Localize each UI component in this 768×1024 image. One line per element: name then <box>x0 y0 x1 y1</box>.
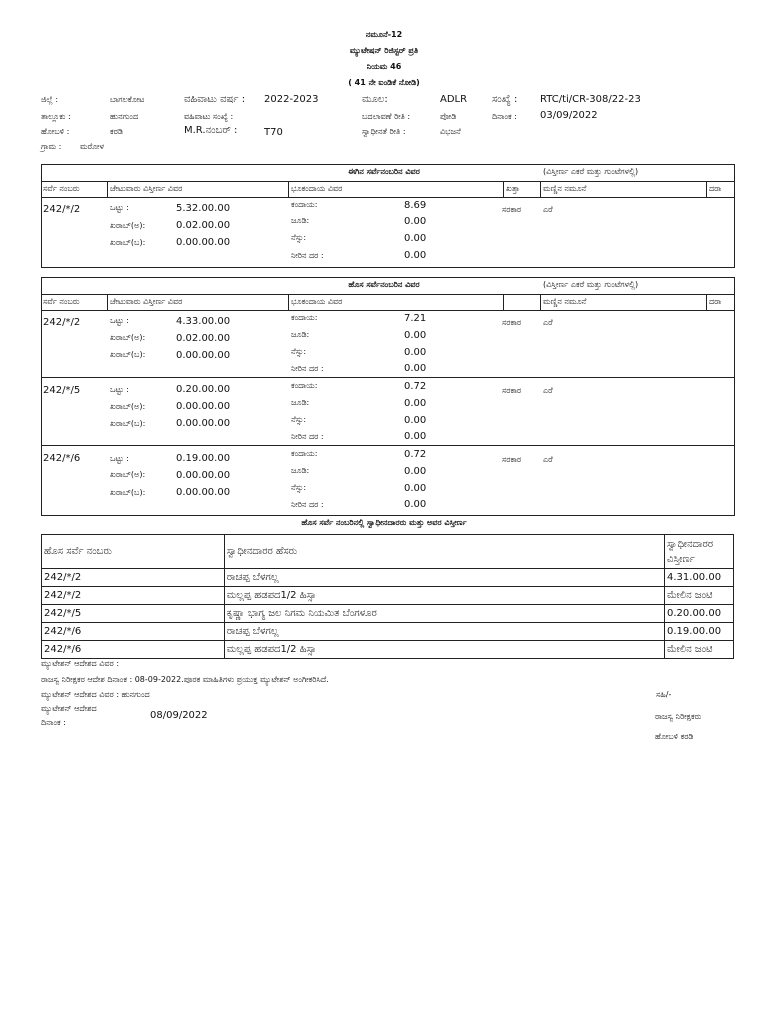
water-rate-value: 0.00 <box>404 363 427 374</box>
total-area-label: ಒಟ್ಟು : <box>110 385 129 394</box>
water-rate-label: ನೀರಿನ ದರ : <box>291 432 324 441</box>
current-col-area: ಜೇಟುವಾರು ವಿಸ್ತೀರ್ಣ ವಿವರ <box>110 184 183 193</box>
owner-area: 0.20.00.00 <box>665 605 734 623</box>
order-place-line: ಮ್ಯುಟೇಶನ್ ಆದೇಶದ ವಿವರ : ಹುನಗುಂದ <box>41 690 150 699</box>
total-area-value: 5.32.00.00 <box>176 203 231 214</box>
owner-survey: 242/*/6 <box>42 641 225 659</box>
module-value: ADLR <box>440 94 468 105</box>
inspector-order-line: ರಾಜಸ್ವ ನಿರೀಕ್ಷಕರ ಆದೇಶ ದಿನಾಂಕ : 08-09-2022.ಪೂರಕ ಮಾಹಿತಿಗಳು ಪ್ರಯುಕ್ತ ಮ್ಯುಟೇಶನ್ ಅಂಗೀಕರಿಸಿದೆ. <box>41 675 329 684</box>
water-rate-value: 0.00 <box>404 499 427 510</box>
mr-number-label: M.R.ನಂಬರ್ : <box>184 125 238 136</box>
order-details-label: ಮ್ಯುಟೇಶನ್ ಆದೇಶದ ವಿವರ : <box>41 659 120 668</box>
owner-row <box>42 587 734 605</box>
total-area-label: ಒಟ್ಟು : <box>110 316 129 325</box>
current-section-unit-note: (ವಿಸ್ತೀರ್ಣ ಎಕರೆ ಮತ್ತು ಗುಂಟೆಗಳಲ್ಲಿ) <box>543 167 639 176</box>
soil-value: ಎರೆ <box>543 318 553 327</box>
kharab-b-label: ಖರಾಬ್(ಬ): <box>110 350 146 359</box>
water-rate-label: ನೀರಿನ ದರ : <box>291 500 324 509</box>
possession-type-label: ಸ್ವಾಧೀನತೆ ರೀತಿ : <box>362 127 406 136</box>
hobli-value: ಕರಡಿ <box>110 127 123 136</box>
judi-value: 0.00 <box>404 466 427 477</box>
transaction-number-label: ವಹಿವಾಟು ಸಂಖ್ಯೆ : <box>184 112 234 121</box>
owners-col-area <box>665 535 734 569</box>
number-value: RTC/ti/CR-308/22-23 <box>540 94 641 105</box>
nessu-label: ನೆಸ್ಸು: <box>291 233 307 242</box>
date-label: ದಿನಾಂಕ : <box>492 112 517 121</box>
current-section-title: ಈಗಿನ ಸರ್ವೆನಂಬರಿನ ವಿವರ <box>348 167 420 176</box>
owner-name: ಮಲ್ಲಪ್ಪ ಹಡಪದ1/2 ಹಿಸ್ಸಾ <box>224 587 664 605</box>
form-number: ನಮೂನೆ-12 <box>365 30 403 39</box>
owner-survey: 242/*/2 <box>42 569 225 587</box>
owners-section-title: ಹೊಸ ಸರ್ವೆ ನಂಬರಿನಲ್ಲಿ ಸ್ವಾಧೀನದಾರರು ಮತ್ತು ಅವರ ವಿಸ್ತೀರ್ಣ <box>301 518 467 527</box>
year-value: 2022-2023 <box>264 94 319 105</box>
kharab-b-label: ಖರಾಬ್(ಬ): <box>110 238 146 247</box>
owner-area: 0.19.00.00 <box>665 623 734 641</box>
owner-row <box>42 569 734 587</box>
total-area-value: 4.33.00.00 <box>176 316 231 327</box>
judi-value: 0.00 <box>404 216 427 227</box>
new-survey-section <box>41 277 735 516</box>
judi-label: ಜೂಡಿ: <box>291 330 310 339</box>
hobli-label: ಹೋಬಳಿ : <box>41 127 70 136</box>
kandaya-value: 7.21 <box>404 313 427 324</box>
owner-row <box>42 641 734 659</box>
owners-table <box>41 534 734 659</box>
kharab-a-label: ಖರಾಬ್(ಅ): <box>110 470 146 479</box>
total-area-value: 0.20.00.00 <box>176 384 231 395</box>
nessu-label: ನೆಸ್ಸು: <box>291 347 307 356</box>
district-label: ಜಿಲ್ಲೆ : <box>41 95 59 104</box>
khatta-value: ಸರಕಾರ <box>502 318 522 327</box>
owner-name: ಮಲ್ಲಪ್ಪ ಹಡಪದ1/2 ಹಿಸ್ಸಾ <box>224 641 664 659</box>
kharab-b-value: 0.00.00.00 <box>176 418 231 429</box>
order-date-value: 08/09/2022 <box>150 710 208 721</box>
survey-number: 242/*/6 <box>43 453 81 464</box>
new-col-grade: ದರಾ <box>709 297 722 306</box>
kharab-b-value: 0.00.00.00 <box>176 350 231 361</box>
taluk-label: ತಾಲ್ಲೂಕು : <box>41 112 71 121</box>
module-label: ಮೂಲ: <box>362 94 388 105</box>
current-survey-section <box>41 164 735 268</box>
kharab-b-value: 0.00.00.00 <box>176 487 231 498</box>
mr-number-value: T70 <box>264 127 283 138</box>
current-col-soil: ಮಣ್ಣಿನ ನಮೂನೆ <box>543 184 587 193</box>
judi-label: ಜೂಡಿ: <box>291 466 310 475</box>
number-label: ಸಂಖ್ಯೆ : <box>492 94 518 105</box>
kandaya-label: ಕಂದಾಯ: <box>291 313 318 322</box>
nessu-value: 0.00 <box>404 233 427 244</box>
register-title: ಮ್ಯುಟೇಷನ್ ರಿಜಿಸ್ಟರ್ ಪ್ರತಿ <box>349 46 419 55</box>
kharab-a-label: ಖರಾಬ್(ಅ): <box>110 221 146 230</box>
index-reference: ( 41 ನೇ ಐಂಡಿಕೆ ನೋಡಿ) <box>348 78 420 87</box>
survey-number: 242/*/5 <box>43 385 81 396</box>
owner-area: 4.31.00.00 <box>665 569 734 587</box>
kandaya-label: ಕಂದಾಯ: <box>291 449 318 458</box>
water-rate-value: 0.00 <box>404 431 427 442</box>
khatta-value: ಸರಕಾರ <box>502 455 522 464</box>
soil-value: ಎರೆ <box>543 386 553 395</box>
kharab-b-label: ಖರಾಬ್(ಬ): <box>110 488 146 497</box>
kandaya-label: ಕಂದಾಯ: <box>291 200 318 209</box>
owners-col-area-line1: ಸ್ವಾಧೀನದಾರರ <box>667 538 714 550</box>
soil-value: ಎರೆ <box>543 205 553 214</box>
possession-type-value: ವಿಭಜನೆ <box>440 127 461 136</box>
change-type-label: ಬದಲಾವಣೆ ರೀತಿ : <box>362 112 411 121</box>
village-label: ಗ್ರಾಮ : <box>41 142 62 151</box>
change-type-value: ಪೋಡಿ <box>440 112 457 121</box>
signature-mark: ಸಹಿ/- <box>656 690 672 699</box>
owner-area: ಮೇಲಿನ ಜಂಟಿ <box>665 587 734 605</box>
owners-col-area-line2: ವಿಸ್ತೀರ್ಣ <box>667 553 695 565</box>
order-date-label-1: ಮ್ಯುಟೇಶನ್ ಆದೇಶದ <box>41 704 97 713</box>
total-area-value: 0.19.00.00 <box>176 453 231 464</box>
judi-value: 0.00 <box>404 330 427 341</box>
owner-name: ರಾಚಪ್ಪ ಬೆಳಗಲ್ಲ <box>224 569 664 587</box>
kharab-a-label: ಖರಾಬ್(ಅ): <box>110 402 146 411</box>
rule-number: ನಿಯಮ 46 <box>366 62 402 71</box>
kharab-b-label: ಖರಾಬ್(ಬ): <box>110 419 146 428</box>
owners-header-row <box>42 535 734 569</box>
water-rate-label: ನೀರಿನ ದರ : <box>291 364 324 373</box>
order-date-label-2: ದಿನಾಂಕ : <box>41 718 66 727</box>
new-col-revenue: ಭೂಕಂದಾಯ ವಿವರ <box>291 297 343 306</box>
date-value: 03/09/2022 <box>540 110 598 121</box>
current-col-survey: ಸರ್ವೆ ನಂಬರು <box>43 184 80 193</box>
current-col-revenue: ಭೂಕಂದಾಯ ವಿವರ <box>291 184 343 193</box>
owner-area: ಮೇಲಿನ ಜಂಟಿ <box>665 641 734 659</box>
owners-col-name: ಸ್ವಾಧೀನದಾರರ ಹೆಸರು <box>224 535 664 569</box>
judi-label: ಜೂಡಿ: <box>291 398 310 407</box>
revenue-inspector: ರಾಜಸ್ವ ನಿರೀಕ್ಷಕರು <box>655 712 702 721</box>
village-value: ಮರೋಳ <box>80 142 104 151</box>
nessu-value: 0.00 <box>404 415 427 426</box>
total-area-label: ಒಟ್ಟು : <box>110 203 129 212</box>
current-col-grade: ದರಾ <box>709 184 722 193</box>
owner-survey: 242/*/2 <box>42 587 225 605</box>
khatta-value: ಸರಕಾರ <box>502 205 522 214</box>
nessu-value: 0.00 <box>404 483 427 494</box>
water-rate-value: 0.00 <box>404 250 427 261</box>
survey-number: 242/*/2 <box>43 204 81 215</box>
owners-col-survey: ಹೊಸ ಸರ್ವೆ ನಂಬರು <box>42 535 225 569</box>
district-value: ಬಾಗಲಕೋಟ <box>110 95 145 104</box>
owner-survey: 242/*/5 <box>42 605 225 623</box>
soil-value: ಎರೆ <box>543 455 553 464</box>
judi-value: 0.00 <box>404 398 427 409</box>
kandaya-value: 0.72 <box>404 381 427 392</box>
khatta-value: ಸರಕಾರ <box>502 386 522 395</box>
nessu-value: 0.00 <box>404 347 427 358</box>
kharab-b-value: 0.00.00.00 <box>176 237 231 248</box>
owner-row <box>42 605 734 623</box>
taluk-value: ಹುನಗುಂದ <box>110 112 139 121</box>
kandaya-value: 0.72 <box>404 449 427 460</box>
new-section-unit-note: (ವಿಸ್ತೀರ್ಣ ಎಕರೆ ಮತ್ತು ಗುಂಟೆಗಳಲ್ಲಿ) <box>543 280 639 289</box>
new-col-survey: ಸರ್ವೆ ನಂಬರು <box>43 297 80 306</box>
kharab-a-value: 0.02.00.00 <box>176 220 231 231</box>
kharab-a-value: 0.00.00.00 <box>176 401 231 412</box>
owner-row <box>42 623 734 641</box>
water-rate-label: ನೀರಿನ ದರ : <box>291 251 324 260</box>
nessu-label: ನೆಸ್ಸು: <box>291 483 307 492</box>
kharab-a-value: 0.02.00.00 <box>176 333 231 344</box>
owner-name: ಕೃಷ್ಣಾ ಭಾಗ್ಯ ಜಲ ನಿಗಮ ನಿಯಮಿತ ಬೆಂಗಳೂರ <box>224 605 664 623</box>
year-label: ವಹಿವಾಟು ವರ್ಷ : <box>184 94 246 105</box>
new-col-soil: ಮಣ್ಣಿನ ನಮೂನೆ <box>543 297 587 306</box>
kharab-a-label: ಖರಾಬ್(ಅ): <box>110 333 146 342</box>
judi-label: ಜೂಡಿ: <box>291 216 310 225</box>
kandaya-value: 8.69 <box>404 200 427 211</box>
total-area-label: ಒಟ್ಟು : <box>110 454 129 463</box>
nessu-label: ನೆಸ್ಸು: <box>291 415 307 424</box>
kandaya-label: ಕಂದಾಯ: <box>291 381 318 390</box>
kharab-a-value: 0.00.00.00 <box>176 470 231 481</box>
owner-survey: 242/*/6 <box>42 623 225 641</box>
owner-name: ರಾಚಪ್ಪ ಬೆಳಗಲ್ಲ <box>224 623 664 641</box>
new-section-title: ಹೊಸ ಸರ್ವೆನಂಬರಿನ ವಿವರ <box>348 280 420 289</box>
new-col-area: ಜೇಟುವಾರು ವಿಸ್ತೀರ್ಣ ವಿವರ <box>110 297 183 306</box>
survey-number: 242/*/2 <box>43 317 81 328</box>
current-col-khatta: ಖತ್ತಾ <box>506 184 520 193</box>
footer-hobli: ಹೋಬಳಿ ಕರಡಿ <box>655 732 694 741</box>
